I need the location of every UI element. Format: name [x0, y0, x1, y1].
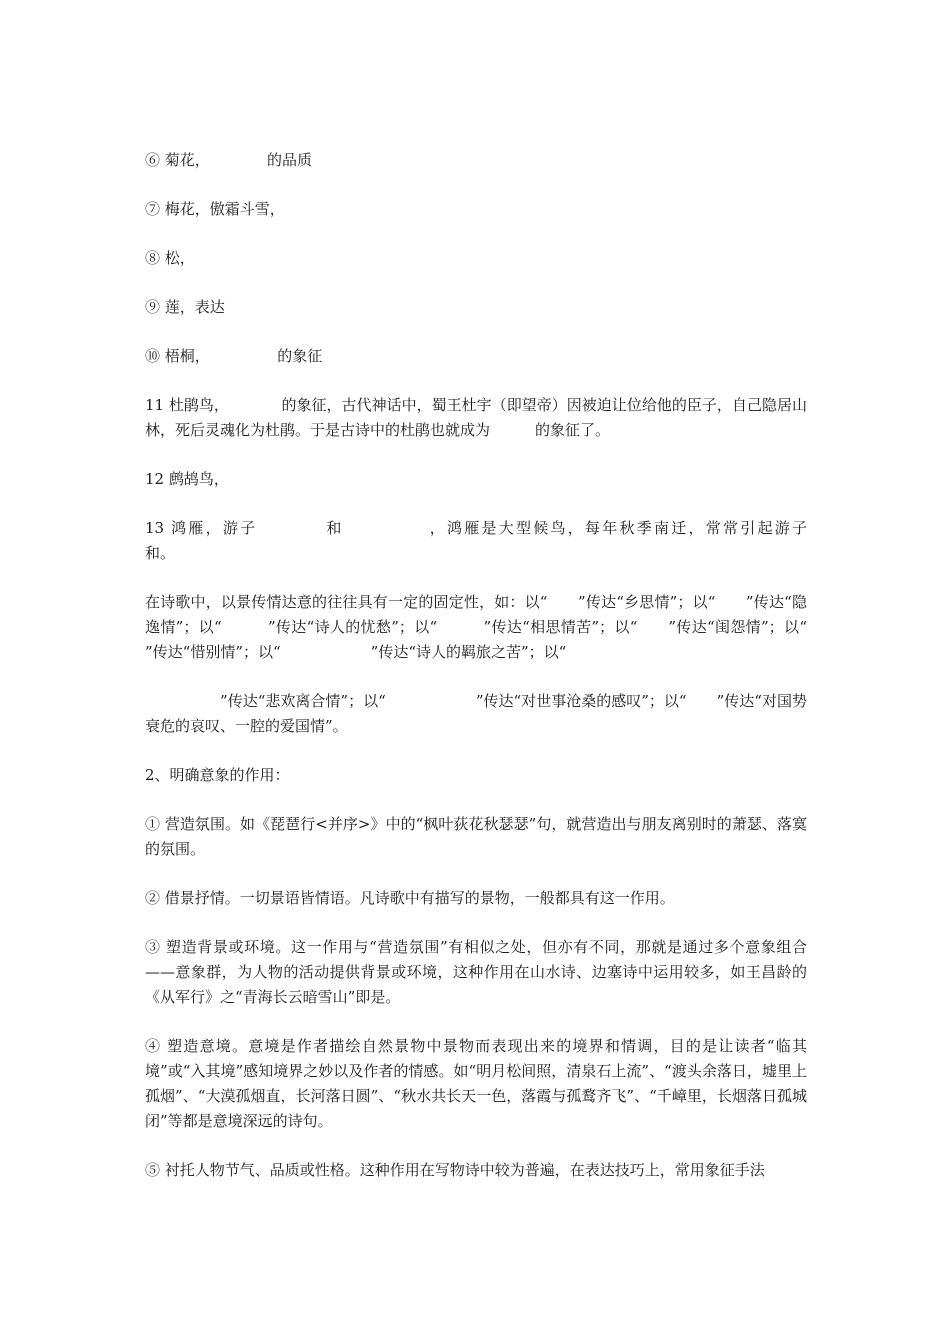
- function-emotion-through-scenery: ② 借景抒情。一切景语皆情语。凡诗歌中有描写的景物，一般都具有这一作用。: [145, 889, 675, 907]
- item-lotus: ⑨ 莲，表达: [145, 298, 225, 316]
- item-plum-blossom: ⑦ 梅花，傲霜斗雪，: [145, 200, 285, 218]
- function-background: ③ 塑造背景或环境。这一作用与“营造氛围”有相似之处，但亦有不同，那就是通过多个意象组合——意象群，为人物的活动提供背景或环境，这种作用在山水诗、边塞诗中运用较多，如王昌龄的《从军行》之“青海长云暗雪山”即是。: [145, 938, 807, 1006]
- item-cuckoo: 11 杜鹃鸟， 的象征，古代神话中，蜀王杜宇（即望帝）因被迫让位给他的臣子，自己隐居山林，死后灵魂化为杜鹃。于是古诗中的杜鹃也就成为 的象征了。: [145, 396, 807, 439]
- imagery-fixed-meaning-paragraph-2: ”传达“悲欢离合情”；以“ ”传达“对世事沧桑的感叹”；以“ ”传达“对国势衰危的哀叹、一腔的爱国情”。: [145, 692, 807, 735]
- imagery-fixed-meaning-paragraph-1: 在诗歌中，以景传情达意的往往具有一定的固定性，如：以“ ”传达“乡思情”；以“ ”传达“隐逸情”；以“ ”传达“诗人的忧愁”；以“ ”传达“相思情苦”；以“ ”传达“闺怨情”；以“ ”传达“惜别情”；以“ ”传达“诗人的羁旅之苦”；以“: [145, 593, 883, 661]
- item-parasol-tree: ⑩ 梧桐， 的象征: [145, 347, 323, 365]
- section-heading-imagery-function: 2、明确意象的作用：: [145, 766, 290, 784]
- item-wild-goose: 13 鸿雁，游子 和 ，鸿雁是大型候鸟，每年秋季南迁，常常引起游子 和。: [145, 519, 883, 562]
- function-artistic-conception: ④ 塑造意境。意境是作者描绘自然景物中景物而表现出来的境界和情调，目的是让读者“临其境”或“入其境”感知境界之妙以及作者的情感。如“明月松间照，清泉石上流”、“渡头余落日，墟里上孤烟”、“大漠孤烟直，长河落日圆”、“秋水共长天一色，落霞与孤鹜齐飞”、“千嶂里，长烟落日孤城闭”等都是意境深远的诗句。: [145, 1037, 807, 1130]
- document-body: [145, 148, 883, 1207]
- function-atmosphere: ① 营造氛围。如《琵琶行<并序>》中的“枫叶荻花秋瑟瑟”句，就营造出与朋友离别时的萧瑟、落寞的氛围。: [145, 815, 807, 858]
- item-pine: ⑧ 松，: [145, 249, 195, 267]
- item-chrysanthemum: ⑥ 菊花， 的品质: [145, 151, 313, 169]
- function-character-contrast: ⑤ 衬托人物节气、品质或性格。这种作用在写物诗中较为普遍，在表达技巧上，常用象征手法: [145, 1161, 765, 1179]
- item-partridge: 12 鹧鸪鸟，: [145, 470, 229, 488]
